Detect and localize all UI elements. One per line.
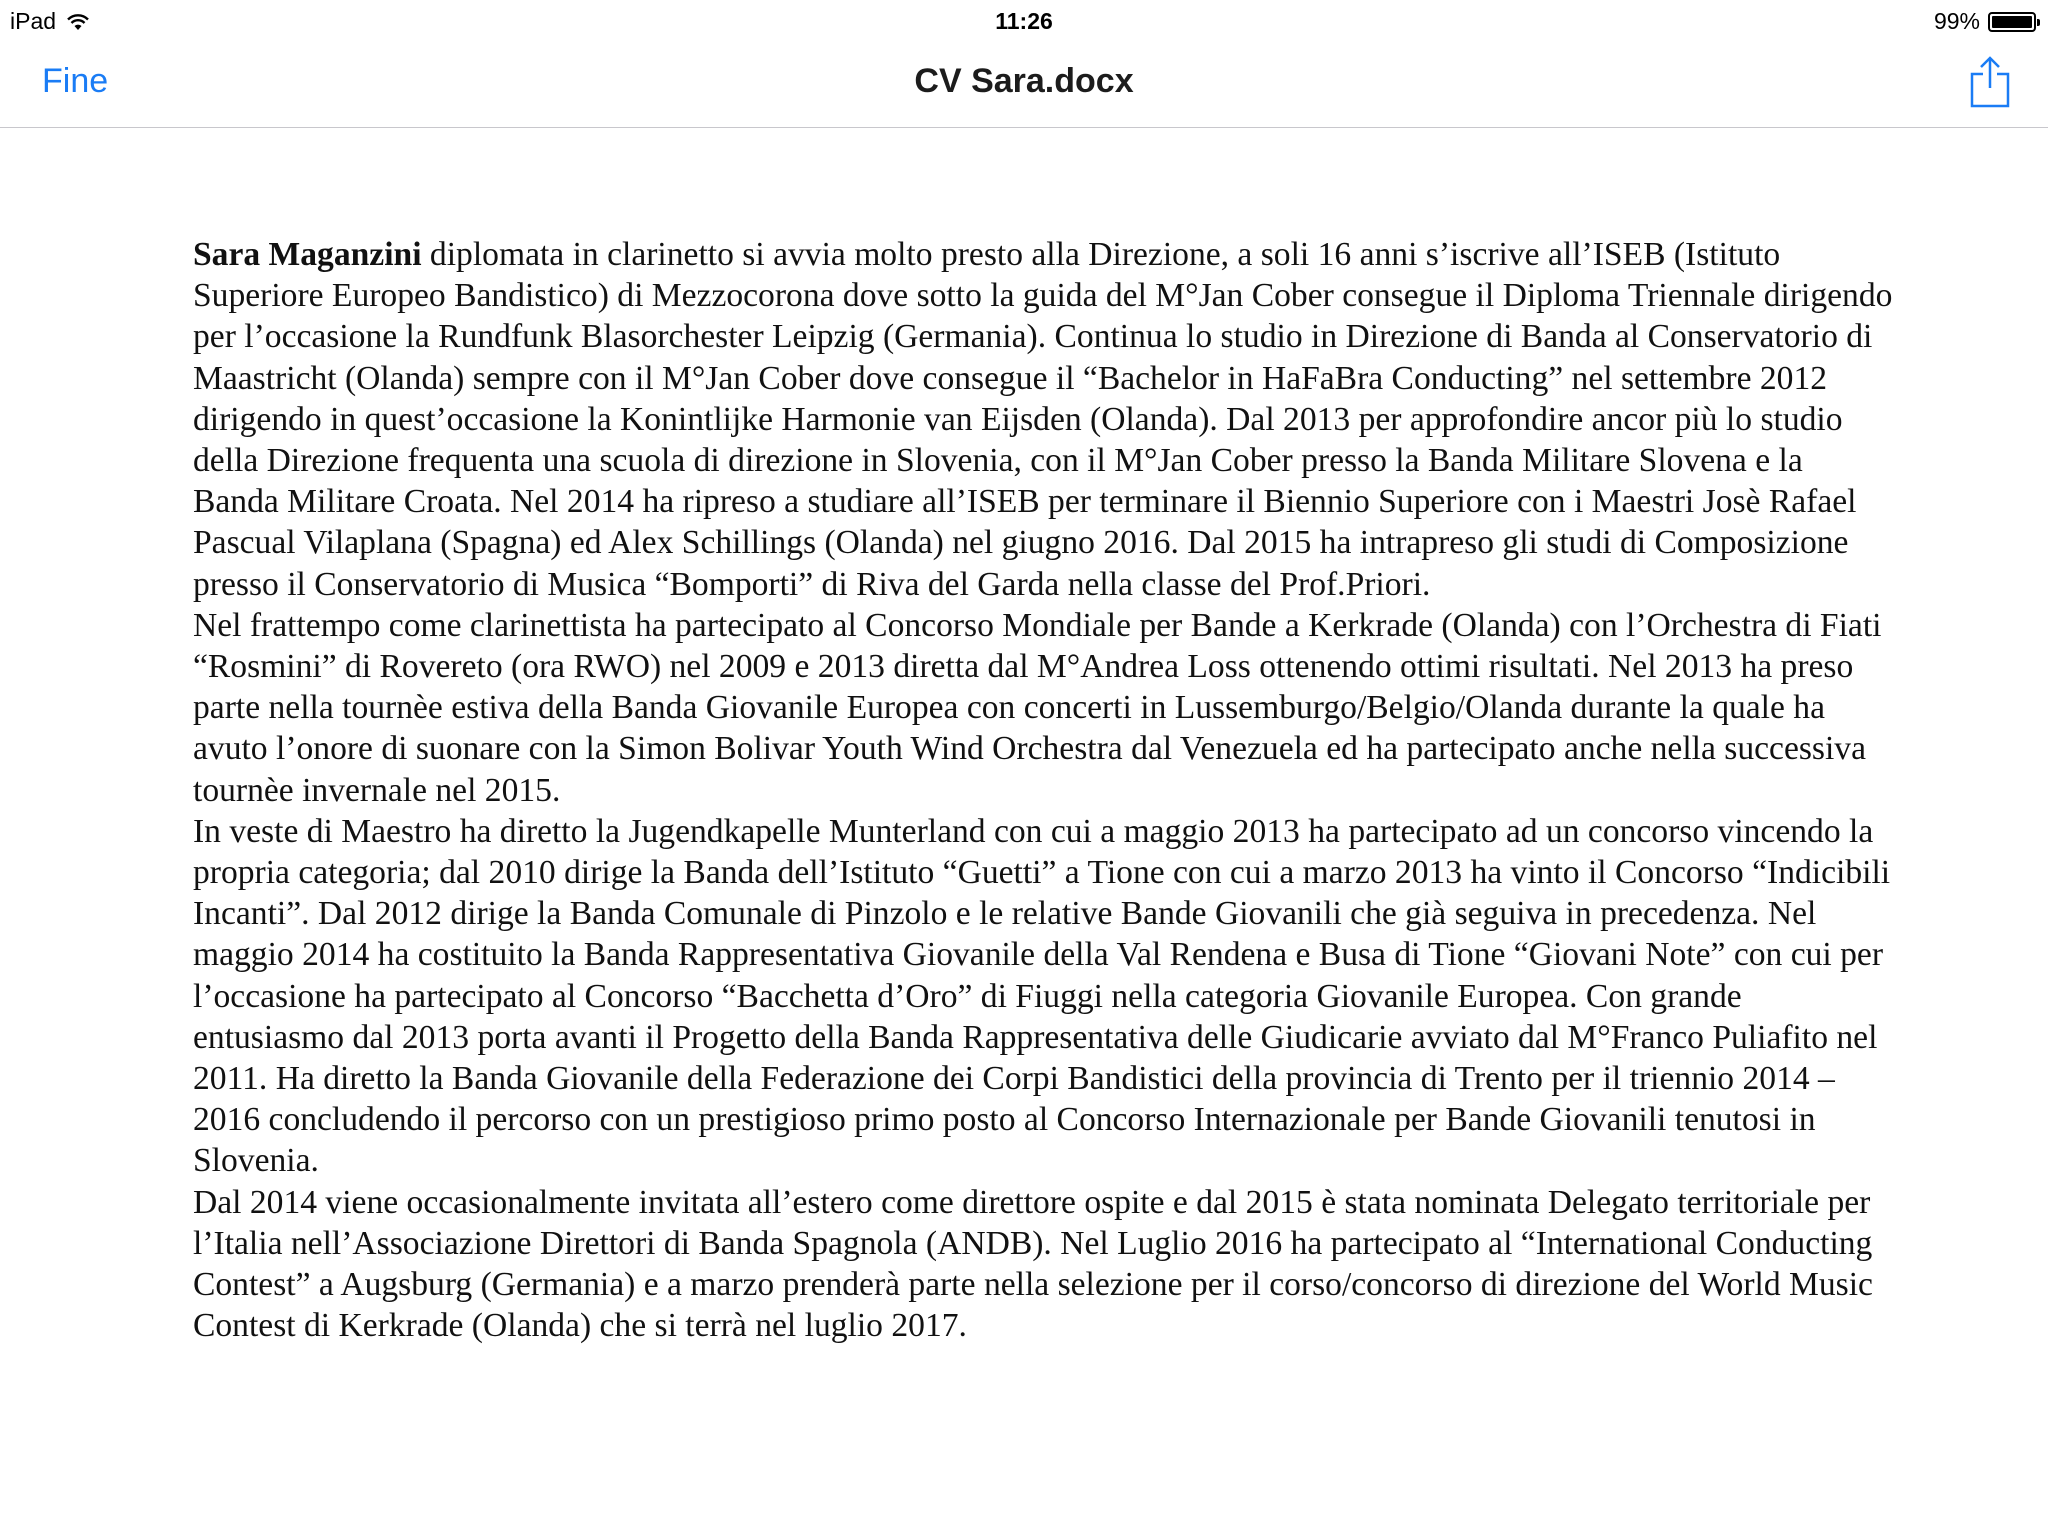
status-battery-group	[1934, 8, 2036, 35]
status-bar	[0, 0, 2048, 40]
navigation-bar	[0, 40, 2048, 128]
paragraph-1-text: diplomata in clarinetto si avvia molto presto alla Direzione, a soli 16 anni s’iscrive all’ISEB (Istituto Superiore Europeo Bandistico) di Mezzocorona dove sotto la guida del M°Jan Cober consegue il Diploma Triennale dirigendo per l’occasione la Rundfunk Blasorchester Leipzig (Germania). Continua lo studio in Direzione di Banda al Conservatorio di Maastricht (Olanda) sempre con il M°Jan Cober dove consegue il “Bachelor in HaFaBra Conducting” nel settembre 2012 dirigendo in quest’occasione la Konintlijke Harmonie van Eijsden (Olanda). Dal 2013 per approfondire ancor più lo studio della Direzione frequenta una scuola di direzione in Slovenia, con il M°Jan Cober presso la Banda Militare Slovena e la Banda Militare Croata. Nel 2014 ha ripreso a studiare all’ISEB per terminare il Biennio Superiore con i Maestri Josè Rafael Pascual Vilaplana (Spagna) ed Alex Schillings (Olanda) nel giugno 2016. Dal 2015 ha intrapreso gli studi di Composizione presso il Conservatorio di Musica “Bomporti” di Riva del Garda nella classe del Prof.Priori.	[193, 236, 1893, 603]
paragraph-3: In veste di Maestro ha diretto la Jugendkapelle Munterland con cui a maggio 2013 ha partecipato ad un concorso vincendo la propria categoria; dal 2010 dirige la Banda dell’Istituto “Guetti” a Tione con cui a marzo 2013 ha vinto il Concorso “Indicibili Incanti”. Dal 2012 dirige la Banda Comunale di Pinzolo e le relative Bande Giovanili che già seguiva in precedenza. Nel maggio 2014 ha costituito la Banda Rappresentativa Giovanile della Val Rendena e Busa di Tione “Giovani Note” con cui per l’occasione ha partecipato al Concorso “Bacchetta d’Oro” di Fiuggi nella categoria Giovanile Europea. Con grande entusiasmo dal 2013 porta avanti il Progetto della Banda Rappresentativa delle Giudicarie avviato dal M°Franco Puliafito nel 2011. Ha diretto la Banda Giovanile della Federazione dei Corpi Bandistici della provincia di Trento per il triennio 2014 – 2016 concludendo il percorso con un prestigioso primo posto al Concorso Internazionale per Bande Giovanili tenutosi in Slovenia.	[193, 812, 1891, 1180]
person-name: Sara Maganzini	[193, 236, 422, 273]
status-time: 11:26	[995, 8, 1053, 34]
document-title: CV Sara.docx	[914, 62, 1134, 100]
document-body	[193, 234, 1893, 1346]
battery-icon	[1988, 12, 2036, 32]
paragraph-4: Dal 2014 viene occasionalmente invitata all’estero come direttore ospite e dal 2015 è stata nominata Delegato territoriale per l’Italia nell’Associazione Direttori di Banda Spagnola (ANDB). Nel Luglio 2016 ha partecipato al “International Conducting Contest” a Augsburg (Germania) e a marzo prenderà parte nella selezione per il corso/concorso di direzione del World Music Contest di Kerkrade (Olanda) che si terrà nel luglio 2017.	[193, 1183, 1873, 1345]
paragraph-1	[193, 234, 1893, 605]
share-icon[interactable]	[1968, 54, 2012, 110]
battery-percent: 99%	[1933, 8, 1980, 34]
done-button[interactable]: Fine	[42, 62, 109, 100]
battery-level	[1992, 16, 2032, 28]
device-name: iPad	[10, 8, 57, 34]
paragraph-2: Nel frattempo come clarinettista ha partecipato al Concorso Mondiale per Bande a Kerkrade (Olanda) con l’Orchestra di Fiati “Rosmini” di Rovereto (ora RWO) nel 2009 e 2013 diretta dal M°Andrea Loss ottenendo ottimi risultati. Nel 2013 ha preso parte nella tournèe estiva della Banda Giovanile Europea con concerti in Lussemburgo/Belgio/Olanda durante la quale ha avuto l’onore di suonare con la Simon Bolivar Youth Wind Orchestra dal Venezuela ed ha partecipato anche nella successiva tournèe invernale nel 2015.	[193, 606, 1882, 809]
